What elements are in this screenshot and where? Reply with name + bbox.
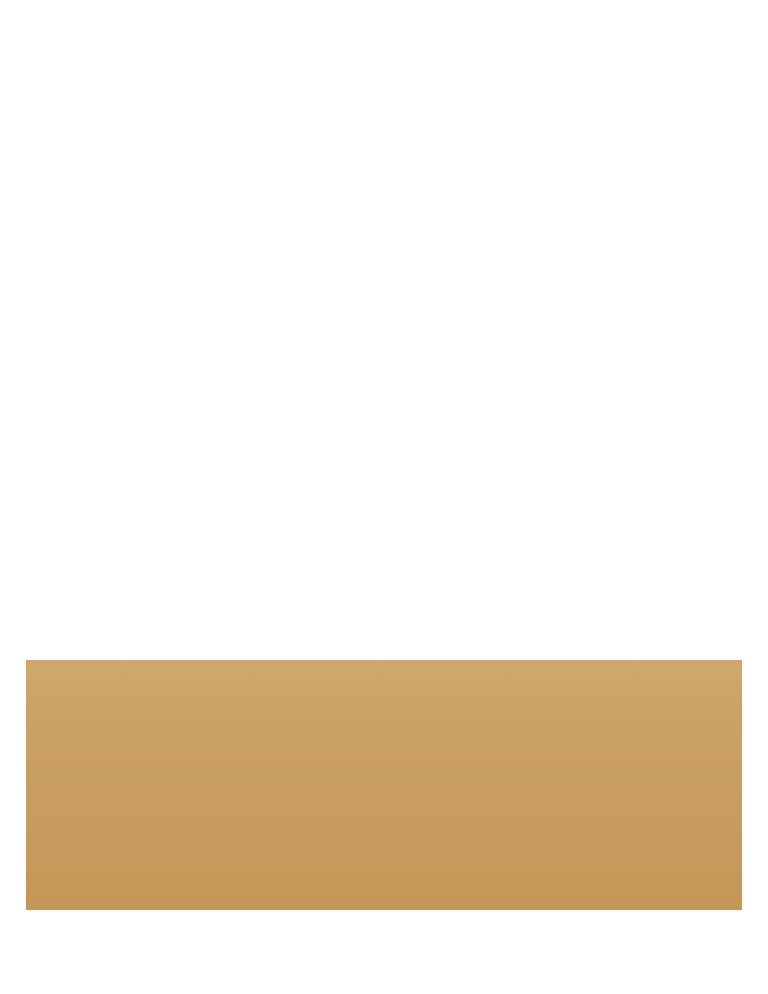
game-photo: [26, 660, 742, 910]
